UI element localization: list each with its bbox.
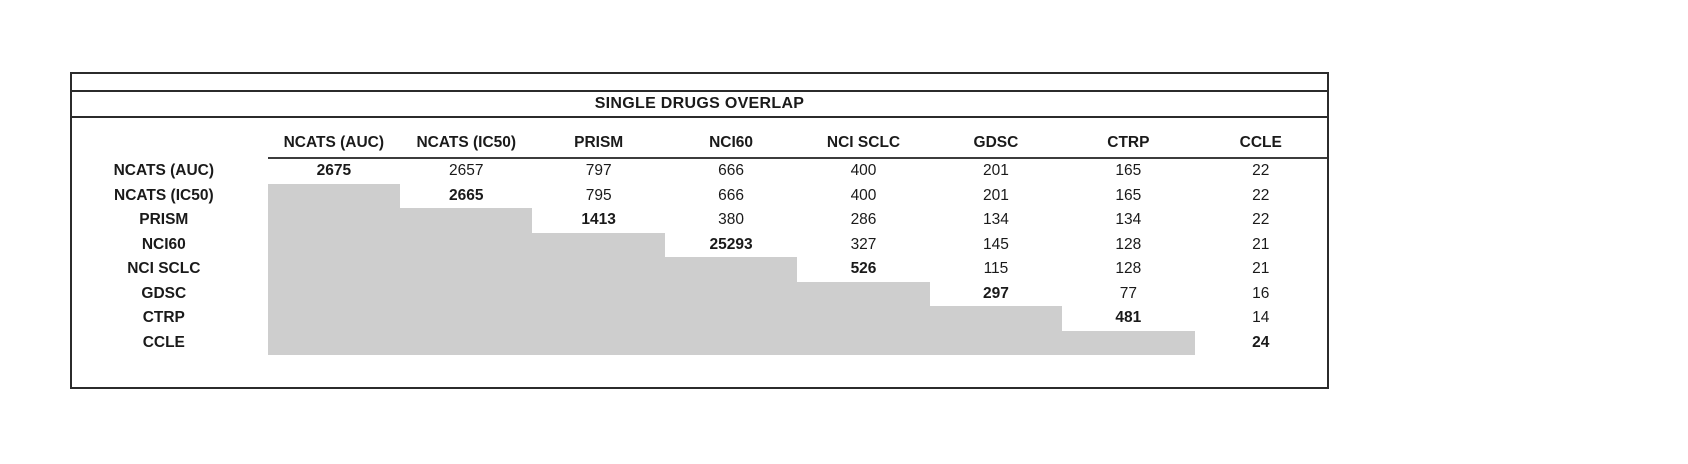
table-row — [72, 306, 1327, 331]
overlap-value-cell: 22 — [1252, 186, 1270, 204]
overlap-value-cell: 165 — [1115, 162, 1142, 180]
row-header: CTRP — [142, 309, 185, 327]
overlap-value-cell: 16 — [1252, 284, 1270, 302]
overlap-value-cell: 2657 — [449, 162, 484, 180]
overlap-value-cell: 115 — [983, 260, 1009, 278]
overlap-value-cell: 400 — [850, 162, 877, 180]
table-row — [72, 158, 1327, 184]
overlap-value-cell: 21 — [1252, 235, 1270, 253]
shaded-cell — [268, 282, 930, 307]
column-header-ncats-ic50: NCATS (IC50) — [400, 132, 532, 158]
column-header-nci-sclc: NCI SCLC — [797, 132, 929, 158]
overlap-value-cell: 134 — [982, 211, 1009, 229]
overlap-value-cell: 327 — [850, 235, 877, 253]
table-row — [72, 184, 1327, 209]
diagonal-value-cell: 24 — [1252, 333, 1270, 351]
overlap-value-cell: 22 — [1252, 162, 1270, 180]
overlap-value-cell: 797 — [585, 162, 612, 180]
shaded-cell — [268, 233, 665, 258]
diagonal-value-cell: 1413 — [581, 211, 616, 229]
overlap-value-cell: 795 — [585, 186, 612, 204]
diagonal-value-cell: 481 — [1115, 309, 1142, 327]
table-row — [72, 257, 1327, 282]
overlap-value-cell: 286 — [850, 211, 877, 229]
table-row — [72, 233, 1327, 258]
row-header: NCI SCLC — [127, 260, 201, 278]
column-header-ncats-auc: NCATS (AUC) — [268, 132, 400, 158]
column-header-prism: PRISM — [532, 132, 664, 158]
page-title: SINGLE DRUGS OVERLAP — [594, 95, 805, 112]
table-row — [72, 282, 1327, 307]
column-header-nci60: NCI60 — [665, 132, 797, 158]
row-header: NCATS (IC50) — [114, 186, 214, 204]
shaded-cell — [268, 257, 798, 282]
table-title-band — [72, 90, 1327, 118]
overlap-value-cell: 77 — [1119, 284, 1137, 302]
overlap-value-cell: 21 — [1252, 260, 1270, 278]
matrix-body — [72, 158, 1327, 355]
diagonal-value-cell: 526 — [850, 260, 877, 278]
overlap-value-cell: 22 — [1252, 211, 1270, 229]
shaded-cell — [268, 331, 1195, 356]
row-header: NCI60 — [141, 235, 186, 253]
table-row — [72, 331, 1327, 356]
overlap-value-cell: 165 — [1115, 186, 1142, 204]
diagonal-value-cell: 2665 — [449, 186, 484, 204]
table-row — [72, 208, 1327, 233]
overlap-matrix — [72, 132, 1327, 355]
overlap-value-cell: 145 — [982, 235, 1009, 253]
matrix-container — [72, 132, 1327, 355]
row-header: NCATS (AUC) — [113, 161, 215, 179]
column-header-ctrp: CTRP — [1062, 132, 1194, 158]
diagonal-value-cell: 2675 — [316, 162, 352, 180]
row-header: GDSC — [141, 284, 187, 302]
column-header-ccle: CCLE — [1195, 132, 1327, 158]
overlap-value-cell: 134 — [1115, 211, 1142, 229]
overlap-value-cell: 201 — [982, 162, 1009, 180]
diagonal-value-cell: 297 — [982, 284, 1009, 302]
shaded-cell — [268, 208, 533, 233]
overlap-value-cell: 14 — [1252, 309, 1270, 327]
shaded-cell — [268, 306, 1063, 331]
column-header-gdsc: GDSC — [930, 132, 1062, 158]
overlap-value-cell: 666 — [718, 162, 745, 180]
matrix-head — [72, 132, 1327, 158]
header-row — [72, 132, 1327, 158]
diagonal-value-cell: 25293 — [709, 235, 753, 253]
row-header: PRISM — [139, 211, 189, 229]
overlap-value-cell: 380 — [718, 211, 745, 229]
overlap-value-cell: 201 — [982, 186, 1009, 204]
overlap-value-cell: 666 — [718, 186, 745, 204]
overlap-value-cell: 128 — [1115, 235, 1142, 253]
overlap-value-cell: 400 — [850, 186, 877, 204]
shaded-cell — [268, 184, 400, 209]
row-header: CCLE — [142, 333, 185, 351]
overlap-value-cell: 128 — [1115, 260, 1142, 278]
overlap-table-frame — [70, 72, 1329, 389]
corner-cell — [72, 132, 268, 158]
